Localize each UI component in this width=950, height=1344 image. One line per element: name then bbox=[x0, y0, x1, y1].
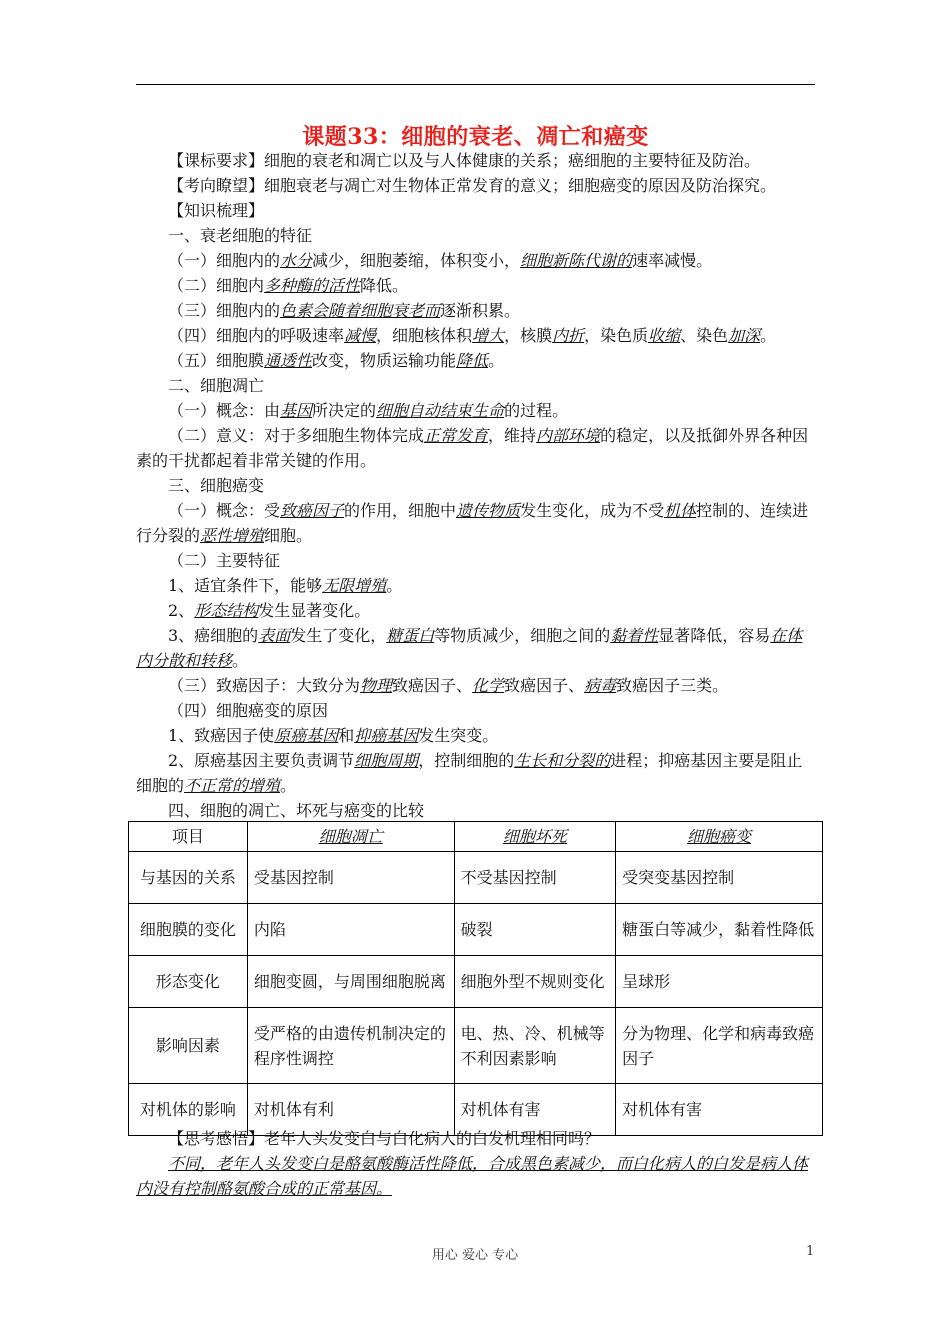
table-cell: 呈球形 bbox=[616, 956, 823, 1008]
table-row bbox=[129, 956, 823, 1008]
page-footer: 用心 爱心 专心 bbox=[431, 1248, 519, 1263]
section-tag: 【考向瞭望】 bbox=[168, 176, 265, 195]
reflection-answer: 不同，老年人头发变白是酪氨酸酶活性降低，合成黑色素减少，而白化病人的白发是病人体内没有控制酪氨酸合成的正常基因。 bbox=[136, 1154, 809, 1198]
cancer-cause-2: 2、原癌基因主要负责调节细胞周期，控制细胞的生长和分裂的进程；抑癌基因主要是阻止细胞的不正常的增殖。 bbox=[136, 751, 803, 795]
apoptosis-concept: （一）概念：由基因所决定的细胞自动结束生命的过程。 bbox=[168, 401, 569, 420]
table-header-cell: 细胞凋亡 bbox=[247, 822, 454, 852]
knowledge-heading: 【知识梳理】 bbox=[168, 201, 265, 220]
apoptosis-meaning: （二）意义：对于多细胞生物体完成正常发育，维持内部环境的稳定，以及抵御外界各种因素的干扰都起着非常关键的作用。 bbox=[136, 426, 809, 470]
table-cell: 受严格的由遗传机制决定的程序性调控 bbox=[247, 1008, 454, 1084]
table-cell: 对机体有害 bbox=[616, 1084, 823, 1136]
reflection-question: 【思考感悟】老年人头发变白与白化病人的白发机理相同吗？ bbox=[168, 1129, 601, 1148]
table-header-cell: 细胞癌变 bbox=[616, 822, 823, 852]
table-cell: 对机体的影响 bbox=[129, 1084, 248, 1136]
curriculum-requirement: 【课标要求】细胞的衰老和凋亡以及与人体健康的关系；癌细胞的主要特征及防治。 bbox=[168, 151, 761, 170]
table-row bbox=[129, 852, 823, 904]
aging-feature-4: （四）细胞内的呼吸速率减慢，细胞核体积增大，核膜内折，染色质收缩、染色加深。 bbox=[168, 326, 777, 345]
part1-heading: 一、衰老细胞的特征 bbox=[168, 226, 313, 245]
aging-feature-2: （二）细胞内多种酶的活性降低。 bbox=[168, 276, 409, 295]
cancer-feature-1: 1、适宜条件下，能够无限增殖。 bbox=[168, 576, 403, 595]
header-rule bbox=[136, 84, 815, 85]
cancer-feature-2: 2、形态结构发生显著变化。 bbox=[168, 601, 371, 620]
features-heading: （二）主要特征 bbox=[168, 551, 281, 570]
table-cell: 内陷 bbox=[247, 904, 454, 956]
comparison-table bbox=[128, 821, 823, 1136]
part2-heading: 二、细胞凋亡 bbox=[168, 376, 265, 395]
causes-heading: （四）细胞癌变的原因 bbox=[168, 701, 329, 720]
table-row bbox=[129, 904, 823, 956]
table-cell: 破裂 bbox=[454, 904, 615, 956]
table-cell: 电、热、冷、机械等不利因素影响 bbox=[454, 1008, 615, 1084]
cancer-cause-1: 1、致癌因子使原癌基因和抑癌基因发生突变。 bbox=[168, 726, 499, 745]
table-header-cell: 项目 bbox=[129, 822, 248, 852]
section-tag: 【思考感悟】 bbox=[168, 1129, 265, 1148]
carcinogen-types: （三）致癌因子：大致分为物理致癌因子、化学致癌因子、病毒致癌因子三类。 bbox=[168, 676, 729, 695]
table-header-cell: 细胞坏死 bbox=[454, 822, 615, 852]
table-cell: 受基因控制 bbox=[247, 852, 454, 904]
table-cell: 与基因的关系 bbox=[129, 852, 248, 904]
page-title: 课题33：细胞的衰老、凋亡和癌变 bbox=[302, 124, 649, 150]
cancer-concept: （一）概念：受致癌因子的作用，细胞中遗传物质发生变化，成为不受机体控制的、连续进行分裂的恶性增殖细胞。 bbox=[136, 501, 809, 545]
table-cell: 分为物理、化学和病毒致癌因子 bbox=[616, 1008, 823, 1084]
part4-heading: 四、细胞的凋亡、坏死与癌变的比较 bbox=[168, 801, 425, 820]
aging-feature-1: （一）细胞内的水分减少，细胞萎缩，体积变小，细胞新陈代谢的速率减慢。 bbox=[168, 251, 713, 270]
table-cell: 对机体有害 bbox=[454, 1084, 615, 1136]
aging-feature-5: （五）细胞膜通透性改变，物质运输功能降低。 bbox=[168, 351, 505, 370]
table-cell: 对机体有利 bbox=[247, 1084, 454, 1136]
table-cell: 不受基因控制 bbox=[454, 852, 615, 904]
table-row bbox=[129, 1008, 823, 1084]
table-header-row bbox=[129, 822, 823, 852]
cancer-feature-3: 3、癌细胞的表面发生了变化，糖蛋白等物质减少，细胞之间的黏着性显著降低，容易在体内分散和转移。 bbox=[136, 626, 803, 670]
section-tag: 【课标要求】 bbox=[168, 151, 265, 170]
exam-outlook: 【考向瞭望】细胞衰老与凋亡对生物体正常发育的意义；细胞癌变的原因及防治探究。 bbox=[168, 176, 777, 195]
aging-feature-3: （三）细胞内的色素会随着细胞衰老而逐渐积累。 bbox=[168, 301, 521, 320]
table-cell: 细胞外型不规则变化 bbox=[454, 956, 615, 1008]
page-number: 1 bbox=[806, 1244, 815, 1259]
table-cell: 受突变基因控制 bbox=[616, 852, 823, 904]
table-cell: 影响因素 bbox=[129, 1008, 248, 1084]
part3-heading: 三、细胞癌变 bbox=[168, 476, 265, 495]
table-cell: 细胞变圆，与周围细胞脱离 bbox=[247, 956, 454, 1008]
table-cell: 形态变化 bbox=[129, 956, 248, 1008]
table-cell: 糖蛋白等减少，黏着性降低 bbox=[616, 904, 823, 956]
table-cell: 细胞膜的变化 bbox=[129, 904, 248, 956]
